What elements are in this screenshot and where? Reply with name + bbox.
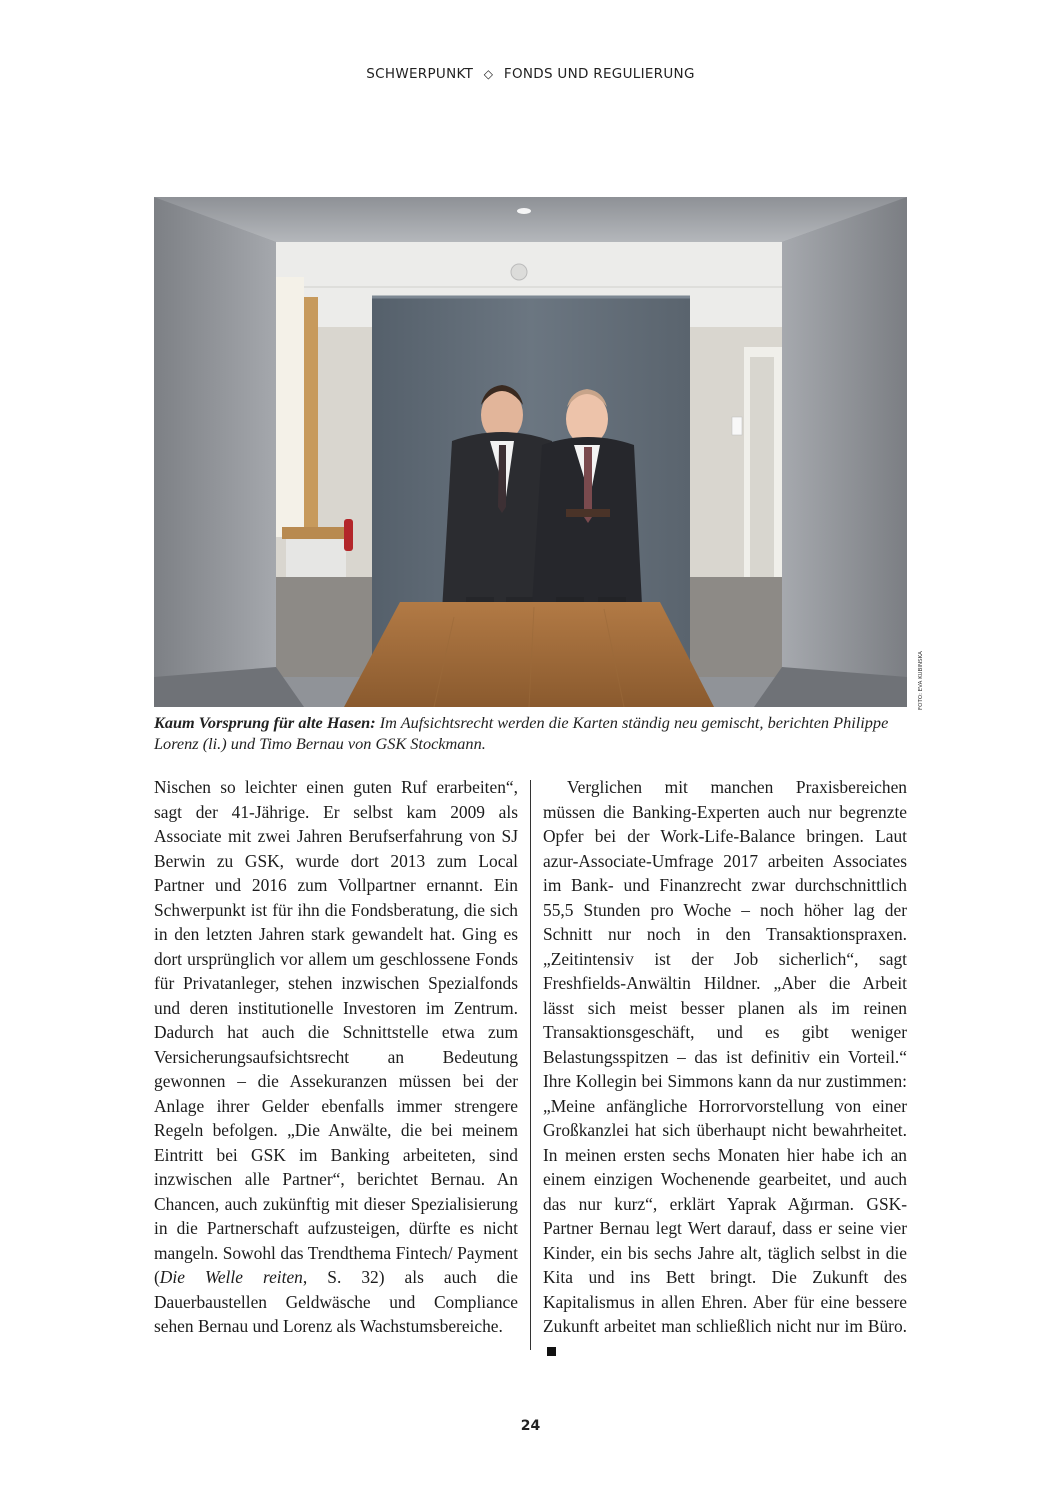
article-column-right <box>543 775 907 1363</box>
caption-lead: Kaum Vorsprung für alte Hasen: <box>154 713 376 732</box>
page-number: 24 <box>520 1418 541 1434</box>
photo-credit: FOTO: EVA KUBINSKA <box>918 651 924 710</box>
photo-illustration <box>154 197 907 707</box>
left-column-text-part1: Nischen so leichter einen guten Ruf erarbeiten“, sagt der 41-Jährige. Er selbst kam 2009 als Associate mit zwei Jahren Berufserfahrung von SJ Berwin zu GSK, wurde dort 2013 zum Local Partner und 2016 zum Vollpartner ernannt. Ein Schwerpunkt ist für ihn die Fondsberatung, die sich in den letzten Jahren stark gewandelt hat. Ging es dort ursprünglich vor allem um geschlossene Fonds für Privatanleger, stehen inzwischen Spezialfonds und deren institutionelle Investoren im Zentrum. Dadurch hat auch die Schnittstelle etwa zum Versicherungsaufsichtsrecht an Bedeutung gewonnen – die Assekuranzen müssen bei der Anlage ihrer Gelder ebenfalls immer strengere Regeln befolgen. „Die Anwälte, die bei meinem Eintritt bei GSK im Banking arbeiteten, sind inzwischen alle Partner“, berichtet Bernau. An Chancen, auch zukünftig mit dieser Spezialisierung in die Partnerschaft aufzusteigen, dürfte es nicht mangeln. Sowohl das Trendthema Fintech/ Payment ( <box>154 777 518 1287</box>
column-divider <box>530 780 531 1350</box>
article-column-left <box>154 775 518 1339</box>
diamond-separator-icon: ◇ <box>483 67 494 81</box>
article-photo <box>154 197 907 707</box>
end-of-article-square-icon <box>547 1347 556 1356</box>
header-section: SCHWERPUNKT <box>366 66 474 82</box>
right-column-text: Verglichen mit manchen Praxisbereichen müssen die Banking-Experten auch nur begrenzte Opfer bei der Work-Life-Balance bringen. Laut azur-Associate-Umfrage 2017 arbeiten Associates im Bank- und Finanzrecht zwar durchschnittlich 55,5 Stunden pro Woche – noch höher lag der Schnitt nur noch in den Transaktionspraxen. „Zeitintensiv ist der Job sicherlich“, sagt Freshfields-Anwältin Hildner. „Aber die Arbeit lässt sich meist besser planen als im reinen Transaktionsgeschäft, und es gibt weniger Belastungsspitzen – das ist definitiv ein Vorteil.“ Ihre Kollegin bei Simmons kann da nur zustimmen: „Meine anfängliche Horrorvorstellung von einer Großkanzlei hat sich überhaupt nicht bewahrheitet. In meinen ersten sechs Monaten hier habe ich an einem einzigen Wochenende gearbeitet, und auch das nur kurz“, erklärt Yaprak Ağırman. GSK-Partner Bernau legt Wert darauf, dass er seine vier Kinder, ein bis sechs Jahre alt, täglich selbst in die Kita und ins Bett bringt. Die Zukunft des Kapitalismus in allen Ehren. Aber für eine bessere Zukunft arbeitet man schließlich nicht nur im Büro. <box>543 777 907 1336</box>
left-column-text-part2: , S. 32) als auch die Dauerbaustellen Geldwäsche und Compliance sehen Bernau und Lorenz als Wachstumsbereiche. <box>154 1267 518 1336</box>
header-topic: FONDS UND REGULIERUNG <box>503 66 695 82</box>
photo-caption <box>154 712 907 754</box>
running-header <box>0 66 1061 82</box>
caption-text: Im Aufsichtsrecht werden die Karten ständig neu gemischt, berichten Philippe Lorenz (li.) und Timo Bernau von GSK Stockmann. <box>154 713 889 753</box>
cross-reference-title: Die Welle reiten <box>159 1267 303 1287</box>
